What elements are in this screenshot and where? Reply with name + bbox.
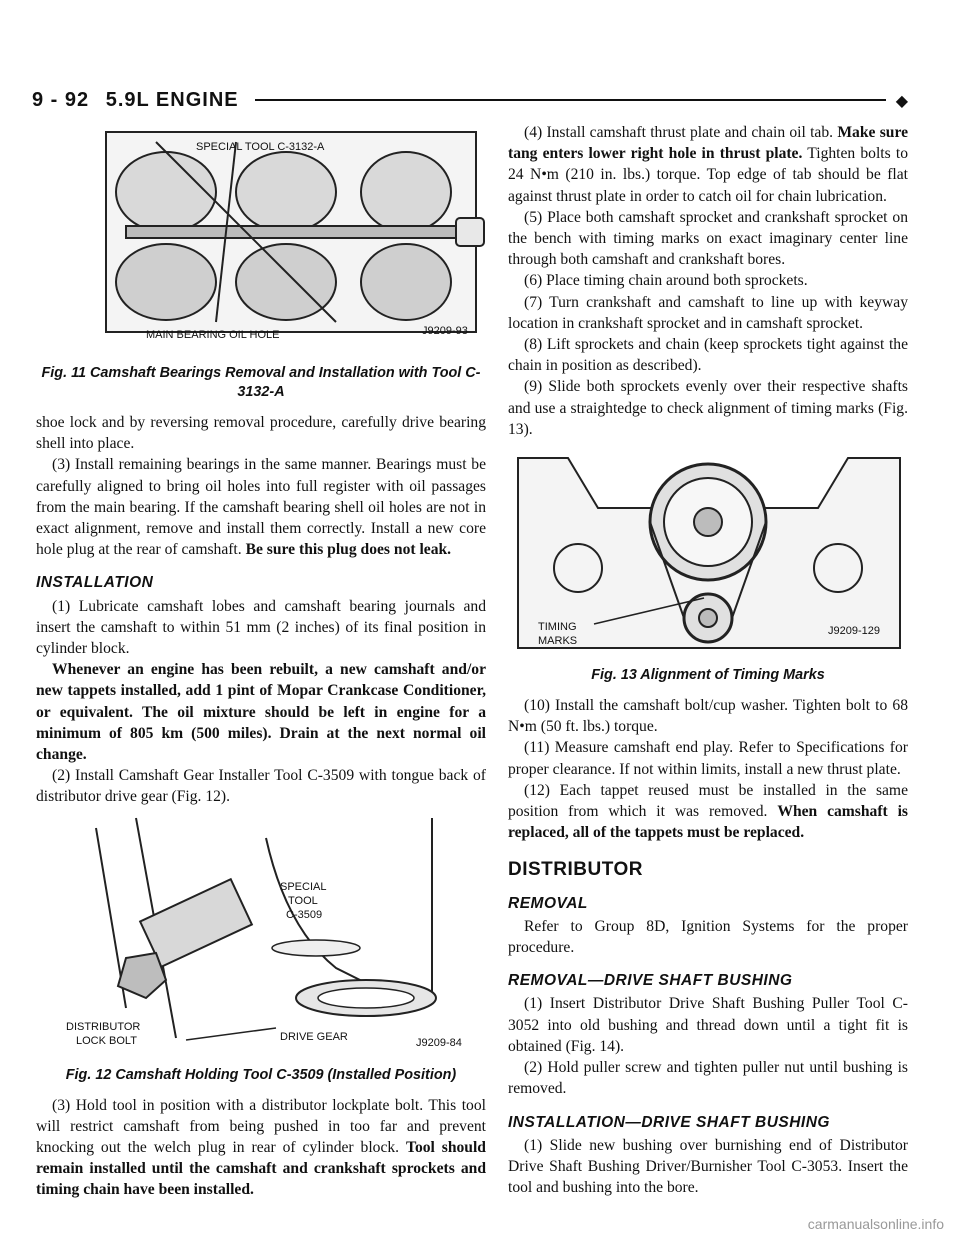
fig12-lock-label-1: DISTRIBUTOR (66, 1020, 141, 1033)
fig11-code: J9209-93 (422, 325, 468, 337)
left-column (36, 122, 486, 1201)
installation-bushing-heading: INSTALLATION—DRIVE SHAFT BUSHING (508, 1113, 830, 1131)
paragraph (508, 122, 908, 207)
figure-11-caption: Fig. 11 Camshaft Bearings Removal and Installation with Tool C-3132-A (41, 365, 481, 400)
timing-marks-illustration (508, 448, 908, 660)
paragraph: (8) Lift sprockets and chain (keep sprockets tight against the chain in position as described). (508, 336, 908, 375)
paragraph-text: (3) Hold tool in position with a distributor lockplate bolt. This tool will restrict camshaft from being pushed in too far and prevent knocking out the welch plug in rear of cylinder block. (36, 1096, 486, 1157)
figure-12-caption: Fig. 12 Camshaft Holding Tool C-3509 (Installed Position) (65, 1066, 457, 1083)
removal-heading: REMOVAL (508, 894, 588, 912)
fig12-gear-label: DRIVE GEAR (280, 1030, 348, 1043)
paragraph: shoe lock and by reversing removal procedure, carefully drive bearing shell into place. (36, 414, 486, 453)
page-number: 9 - 92 (32, 88, 90, 111)
paragraph: (1) Insert Distributor Drive Shaft Bushing Puller Tool C-3052 into old bushing and thread down until a tight fit is obtained (Fig. 14). (508, 995, 908, 1055)
paragraph-text: Tighten bolts to 24 N•m (210 in. lbs.) torque. Top edge of tab should be flat against thrust plate in order to catch oil for chain lubrication. (508, 145, 908, 205)
figure-13 (508, 448, 908, 660)
paragraph-emphasis: Whenever an engine has been rebuilt, a new camshaft and/or new tappets installed, add 1 pint of Mopar Crankcase Conditioner, or equivalent. The oil mixture should be left in engine for a minimum of 805 km (500 miles). Drain at the next normal oil change. (36, 661, 486, 764)
paragraph: (5) Place both camshaft sprocket and crankshaft sprocket on the bench with timing marks on exact imaginary center line through both camshaft and crankshaft bores. (508, 208, 908, 269)
paragraph-text: (3) Install remaining bearings in the same manner. Bearings must be carefully aligned to bring oil holes into full register with oil passages from the main bearing. If the camshaft bearing shell oil holes are not in exact alignment, remove and install them correctly. Install a new core hole plug at the rear of camshaft. (36, 456, 486, 559)
paragraph-emphasis: When camshaft is replaced, all of the tappets must be replaced. (508, 803, 908, 842)
section-title: 5.9L ENGINE (105, 88, 239, 111)
fig13-marks-label-2: MARKS (538, 635, 578, 648)
fig12-tool-label-2: TOOL (288, 894, 318, 907)
installation-heading: INSTALLATION (36, 574, 154, 592)
figure-12 (36, 808, 486, 1060)
paragraph: (2) Install Camshaft Gear Installer Tool C-3509 with tongue back of distributor drive gear (Fig. 12). (36, 767, 486, 806)
paragraph: (2) Hold puller screw and tighten puller nut until bushing is removed. (508, 1059, 908, 1098)
paragraph-emphasis: Make sure tang enters lower right hole in thrust plate. (508, 124, 908, 163)
paragraph: (11) Measure camshaft end play. Refer to Specifications for proper clearance. If not within limits, install a new thrust plate. (508, 739, 908, 778)
fig13-code: J9209-129 (828, 625, 880, 638)
paragraph: (10) Install the camshaft bolt/cup washer. Tighten bolt to 68 N•m (50 ft. lbs.) torque. (508, 697, 908, 736)
paragraph: Refer to Group 8D, Ignition Systems for the proper procedure. (508, 917, 908, 957)
paragraph (36, 454, 486, 560)
fig11-hole-label: MAIN BEARING OIL HOLE (146, 329, 280, 341)
paragraph-text: (12) Each tappet reused must be installed in the same position from which it was removed. (508, 781, 908, 821)
paragraph-text: (4) Install camshaft thrust plate and chain oil tab. (524, 124, 834, 141)
header-rule (255, 99, 886, 101)
fig13-marks-label-1: TIMING (538, 621, 577, 634)
paragraph (36, 1095, 486, 1201)
paragraph (36, 659, 486, 765)
watermark: carmanualsonline.info (807, 1216, 944, 1232)
figure-11 (36, 122, 486, 358)
removal-bushing-heading: REMOVAL—DRIVE SHAFT BUSHING (508, 972, 793, 990)
fig12-lock-label-2: LOCK BOLT (76, 1034, 137, 1047)
camshaft-bearing-tool-illustration (36, 122, 486, 358)
fig12-tool-label-3: C-3509 (286, 908, 323, 921)
paragraph: (9) Slide both sprockets evenly over their respective shafts and use a straightedge to check alignment of timing marks (Fig. 13). (508, 378, 908, 438)
distributor-heading: DISTRIBUTOR (508, 859, 643, 881)
paragraph-emphasis: Tool should remain installed until the camshaft and crankshaft sprockets and timing chain have been installed. (36, 1139, 486, 1199)
paragraph: (6) Place timing chain around both sprockets. (524, 272, 808, 290)
right-column (508, 122, 908, 1198)
page-header (32, 88, 908, 112)
fig12-tool-label-1: SPECIAL (280, 880, 327, 893)
paragraph: (1) Lubricate camshaft lobes and camshaft bearing journals and insert the camshaft to within 51 mm (2 inches) of its final position in cylinder block. (36, 597, 486, 658)
paragraph: (1) Slide new bushing over burnishing end of Distributor Drive Shaft Bushing Driver/Burnisher Tool C-3053. Insert the tool and bushing into the bore. (508, 1136, 908, 1197)
fig12-code: J9209-84 (416, 1036, 462, 1049)
paragraph-emphasis: Be sure this plug does not leak. (245, 541, 452, 559)
camshaft-holding-tool-illustration (36, 808, 486, 1060)
diamond-icon: ◆ (895, 90, 908, 110)
paragraph (508, 780, 908, 844)
paragraph: (7) Turn crankshaft and camshaft to line up with keyway location in crankshaft sprocket and in camshaft sprocket. (508, 293, 908, 332)
figure-13-caption: Fig. 13 Alignment of Timing Marks (591, 667, 825, 684)
fig11-tool-label: SPECIAL TOOL C-3132-A (196, 141, 325, 153)
header-title (32, 89, 249, 112)
